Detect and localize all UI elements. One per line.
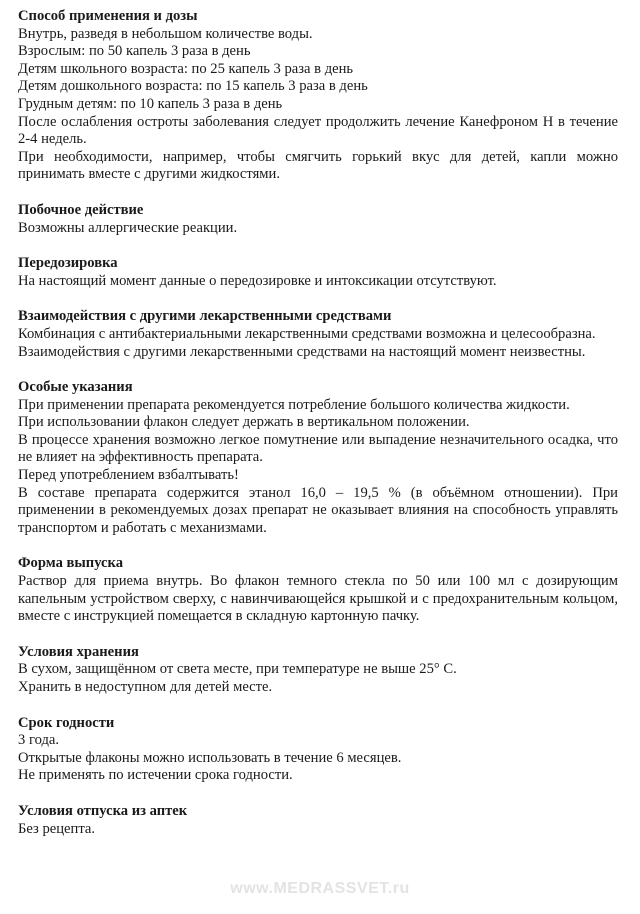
text-line: При применении препарата рекомендуется потребление большого количества жидкости. xyxy=(18,396,570,413)
section-heading: Способ применения и дозы xyxy=(18,8,198,24)
section-dispensing xyxy=(18,803,618,838)
text-paragraph: В составе препарата содержится этанол 16,0 – 19,5 % (в объёмном отношении). При применении в рекомендуемых дозах препарат не оказывает влияния на способность управлять транспортом и работать с механизмами. xyxy=(18,484,618,536)
text-line: Грудным детям: по 10 капель 3 раза в день xyxy=(18,95,283,112)
section-dosage xyxy=(18,8,618,184)
text-line: Детям дошкольного возраста: по 15 капель 3 раза в день xyxy=(18,78,368,95)
section-interactions xyxy=(18,308,618,361)
section-storage xyxy=(18,644,618,697)
section-heading: Передозировка xyxy=(18,255,118,272)
text-line: Возможны аллергические реакции. xyxy=(18,219,238,236)
text-line: 3 года. xyxy=(18,732,59,749)
text-line: Хранить в недоступном для детей месте. xyxy=(18,679,273,695)
section-heading: Условия отпуска из аптек xyxy=(18,802,188,819)
section-release-form xyxy=(18,555,618,625)
text-line: Не применять по истечении срока годности. xyxy=(18,767,293,784)
text-line: В сухом, защищённом от света месте, при температуре не выше 25° С. xyxy=(18,661,457,678)
document-page xyxy=(18,8,618,856)
section-overdose xyxy=(18,255,618,290)
text-paragraph: После ослабления остроты заболевания следует продолжить лечение Канефроном Н в течение 2-4 недель. xyxy=(18,113,618,148)
watermark-text: www.MEDRASSVET.ru xyxy=(230,880,410,897)
section-heading: Условия хранения xyxy=(18,643,139,660)
text-paragraph: В процессе хранения возможно легкое помутнение или выпадение незначительного осадка, что не влияет на эффективность препарата. xyxy=(18,431,618,466)
text-paragraph: Комбинация с антибактериальными лекарственными средствами возможна и целесообразна. xyxy=(18,325,596,342)
text-line: Открытые флаконы можно использовать в течение 6 месяцев. xyxy=(18,749,402,766)
section-heading: Побочное действие xyxy=(18,201,144,218)
text-line: При использовании флакон следует держать в вертикальном положении. xyxy=(18,414,470,431)
text-paragraph: При необходимости, например, чтобы смягчить горький вкус для детей, капли можно принимать вместе с другими жидкостями. xyxy=(18,148,618,183)
section-heading: Взаимодействия с другими лекарственными средствами xyxy=(18,308,392,325)
section-heading: Срок годности xyxy=(18,714,115,731)
text-line: Детям школьного возраста: по 25 капель 3 раза в день xyxy=(18,60,354,77)
section-side-effects xyxy=(18,202,618,237)
text-line: Внутрь, разведя в небольшом количестве воды. xyxy=(18,25,313,42)
text-line: Взаимодействия с другими лекарственными средствами на настоящий момент неизвестны. xyxy=(18,343,586,360)
text-line: Взрослым: по 50 капель 3 раза в день xyxy=(18,43,251,60)
section-special-instructions xyxy=(18,379,618,537)
text-line: Перед употреблением взбалтывать! xyxy=(18,467,239,484)
text-line: На настоящий момент данные о передозировке и интоксикации отсутствуют. xyxy=(18,272,497,289)
section-heading: Особые указания xyxy=(18,379,133,396)
text-line: Без рецепта. xyxy=(18,820,96,837)
text-paragraph: Раствор для приема внутрь. Во флакон темного стекла по 50 или 100 мл с дозирующим капельным устройством сверху, с навинчивающейся крышкой и с предохранительным кольцом, вместе с инструкцией помещается в складную картонную пачку. xyxy=(18,573,618,625)
section-heading: Форма выпуска xyxy=(18,555,124,572)
section-shelf-life xyxy=(18,715,618,785)
